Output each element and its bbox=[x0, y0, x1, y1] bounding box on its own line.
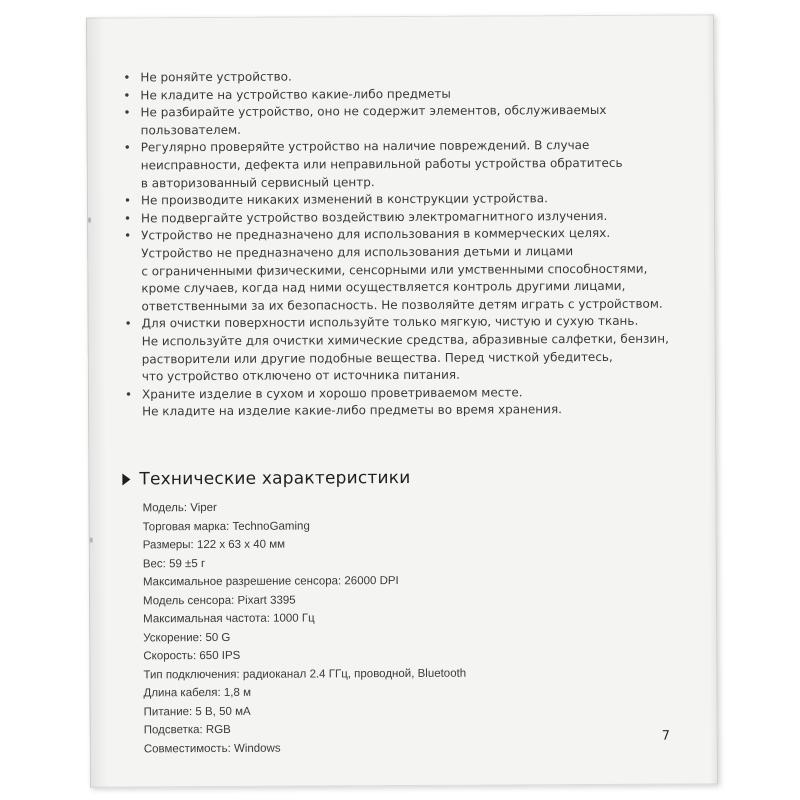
safety-instructions-list bbox=[116, 66, 698, 421]
spec-item: Совместимость: Windows bbox=[143, 742, 281, 755]
safety-line: в авторизованный сервисный центр. bbox=[140, 174, 375, 190]
safety-line: Не кладите на изделие какие-либо предметы во время хранения. bbox=[142, 402, 563, 419]
bullet-icon: • bbox=[123, 88, 131, 103]
specifications-list bbox=[143, 497, 684, 759]
section-heading-text: Технические характеристики bbox=[139, 467, 411, 490]
staple-mark bbox=[88, 218, 91, 223]
safety-line: растворители или другие подобные вещества. Перед чисткой убедитесь, bbox=[141, 349, 613, 366]
bullet-icon: • bbox=[123, 70, 131, 85]
bullet-icon: • bbox=[123, 105, 131, 120]
spec-item: Питание: 5 В, 50 мА bbox=[143, 705, 251, 718]
safety-line: кроме случаев, когда над ними осуществляется контроль другими лицами, bbox=[141, 278, 626, 296]
spec-item: Максимальная частота: 1000 Гц bbox=[143, 612, 315, 626]
spec-item: Подсветка: RGB bbox=[143, 723, 231, 737]
staple-mark bbox=[90, 538, 93, 543]
safety-line: Не разбирайте устройство, оно не содержит элементов, обслуживаемых bbox=[140, 103, 607, 120]
bullet-icon: • bbox=[124, 228, 132, 243]
safety-line: Регулярно проверяйте устройство на наличие повреждений. В случае bbox=[140, 138, 590, 155]
spec-item: Длина кабеля: 1,8 м bbox=[143, 686, 251, 700]
spec-item: Максимальное разрешение сенсора: 26000 DPI bbox=[142, 575, 399, 589]
manual-page bbox=[86, 14, 718, 787]
safety-line: Устройство не предназначено для использования в коммерческих целях. bbox=[141, 226, 611, 243]
spec-item: Ускорение: 50 G bbox=[143, 631, 231, 644]
safety-line: Не используйте для очистки химические средства, абразивные салфетки, бензин, bbox=[141, 331, 669, 349]
section-heading bbox=[122, 468, 410, 490]
safety-line: Не подвергайте устройство воздействию электромагнитного излучения. bbox=[141, 208, 608, 226]
safety-line: неисправности, дефекта или неправильной работы устройства обратитесь bbox=[140, 155, 623, 173]
spec-item: Скорость: 650 IPS bbox=[143, 649, 241, 663]
safety-line: что устройство отключено от источника питания. bbox=[141, 367, 460, 384]
safety-line: с ограниченными физическими, сенсорными или умственными способностями, bbox=[141, 261, 648, 278]
safety-item bbox=[117, 225, 697, 316]
bullet-icon: • bbox=[123, 140, 131, 155]
safety-line: Храните изделие в сухом и хорошо проветриваемом месте. bbox=[141, 385, 523, 402]
safety-line: пользователем. bbox=[140, 122, 241, 138]
bullet-icon: • bbox=[124, 211, 132, 226]
safety-item bbox=[116, 102, 696, 140]
page-number: 7 bbox=[661, 728, 671, 744]
spec-item: Модель: Viper bbox=[142, 501, 217, 515]
spec-item: Вес: 59 ±5 г bbox=[142, 557, 206, 570]
spec-item: Торговая марка: TechnoGaming bbox=[142, 519, 310, 533]
bullet-icon: • bbox=[123, 193, 132, 208]
safety-line: Для очистки поверхности используйте только мягкую, чистую и сухую ткань. bbox=[141, 314, 639, 331]
bullet-icon: • bbox=[124, 316, 132, 331]
safety-line: Не кладите на устройство какие-либо предметы bbox=[140, 86, 451, 102]
spec-item: Размеры: 122 х 63 х 40 мм bbox=[142, 538, 286, 552]
safety-item bbox=[118, 313, 698, 386]
safety-item bbox=[117, 137, 697, 193]
safety-line: Устройство не предназначено для использования детьми и лицами bbox=[141, 244, 574, 261]
safety-line: Не роняйте устройство. bbox=[140, 69, 292, 85]
safety-item bbox=[118, 383, 698, 421]
bullet-icon: • bbox=[124, 387, 133, 402]
spec-item: Модель сенсора: Pixart 3395 bbox=[143, 594, 296, 607]
safety-line: ответственными за их безопасность. Не позволяйте детям играть с устройством. bbox=[141, 296, 663, 314]
spec-item: Тип подключения: радиоканал 2.4 ГГц, проводной, Bluetooth bbox=[143, 667, 467, 681]
safety-line: Не производите никаких изменений в конструкции устройства. bbox=[140, 191, 548, 208]
triangle-arrow-icon bbox=[122, 473, 130, 485]
